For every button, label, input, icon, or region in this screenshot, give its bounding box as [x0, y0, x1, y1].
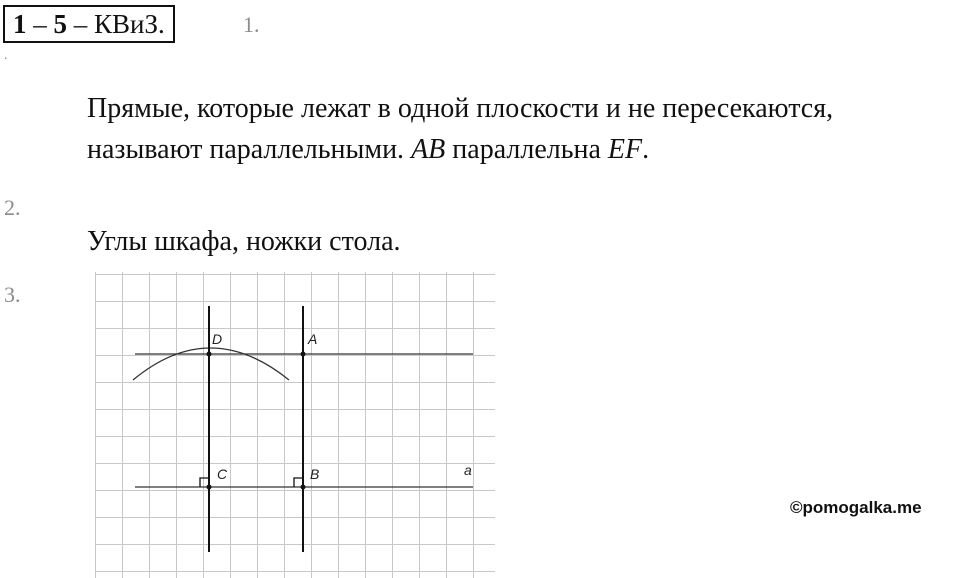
question-number-2: 2.	[4, 195, 21, 220]
question-number-3: 3.	[4, 282, 21, 307]
answer-2-text: Углы шкафа, ножки стола.	[87, 226, 401, 257]
answer-1-prefix: называют параллельными.	[87, 134, 412, 165]
label-line-a: a	[464, 462, 472, 478]
question-number-1: 1.	[243, 12, 260, 37]
task-header	[3, 5, 175, 43]
header-number-1: 1	[13, 9, 27, 39]
point-d	[207, 352, 212, 357]
point-c	[207, 485, 212, 490]
header-number-2: 5	[53, 9, 67, 39]
label-a: A	[308, 331, 318, 347]
answer-1-line-1: Прямые, которые лежат в одной плоскости и не пересекаются,	[87, 93, 834, 124]
header-label: КВиЗ.	[94, 9, 165, 39]
header-dash-2: –	[67, 9, 94, 39]
answer-1-line-2	[87, 131, 649, 169]
segment-ab: AB	[411, 134, 446, 165]
point-b	[301, 485, 306, 490]
segment-ef: EF	[607, 134, 643, 165]
answer-1-end: .	[642, 134, 650, 165]
label-d: D	[212, 331, 223, 347]
header-dash-1: –	[26, 9, 54, 39]
answer-1-middle: параллельна	[445, 134, 608, 165]
watermark: ©pomogalka.me	[790, 498, 922, 517]
stray-dot: .	[4, 48, 8, 63]
point-a	[301, 352, 306, 357]
label-c: C	[217, 466, 228, 482]
label-b: B	[310, 466, 320, 482]
grid	[95, 272, 495, 578]
construction-figure	[95, 272, 495, 578]
